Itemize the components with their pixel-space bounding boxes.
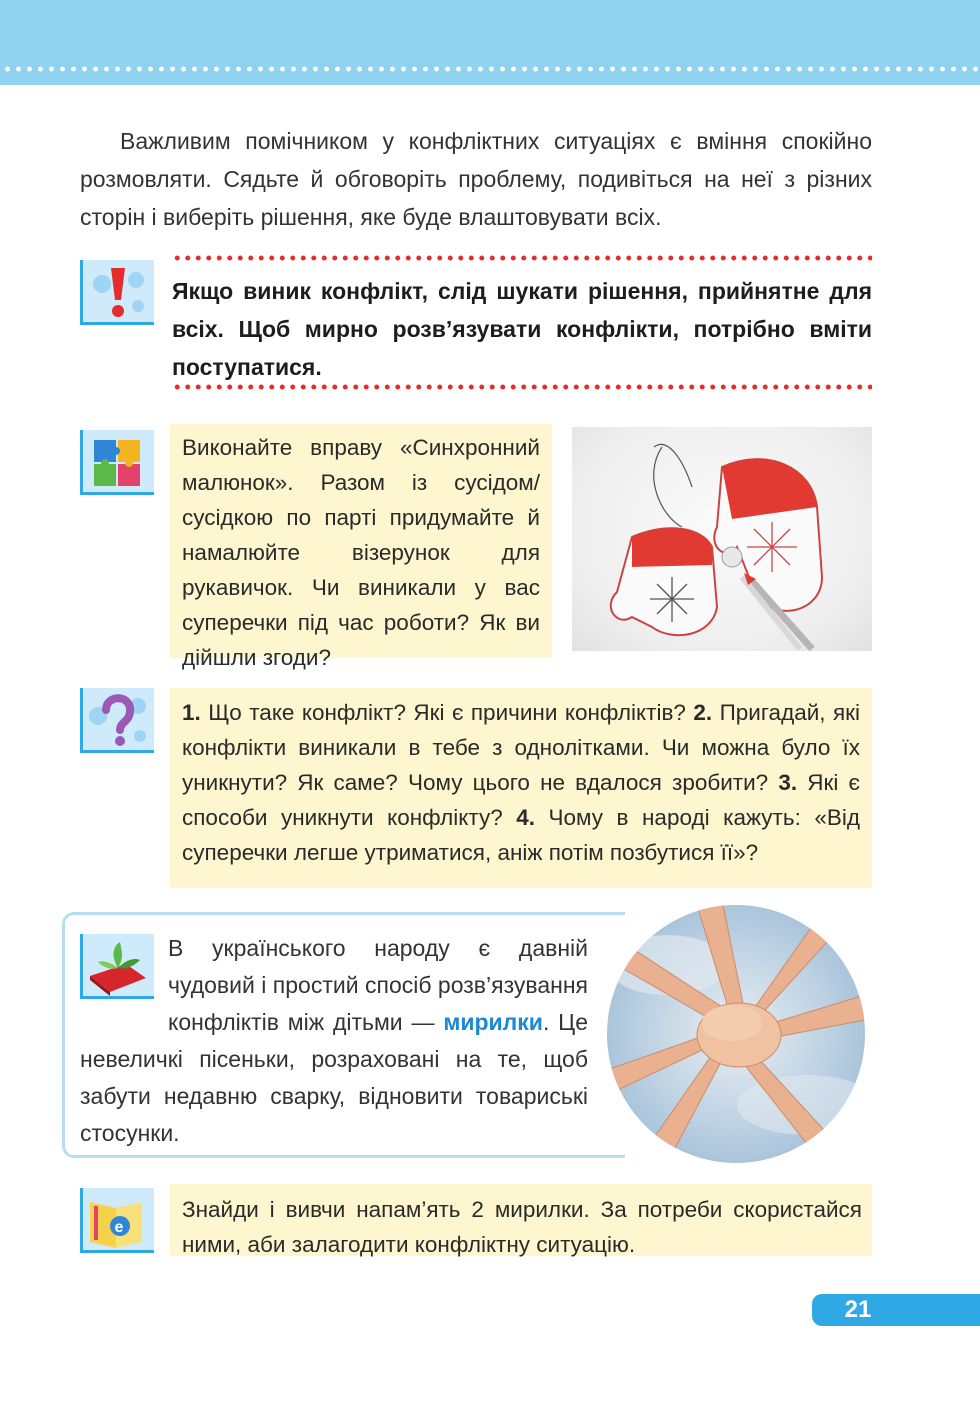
exclamation-icon <box>80 258 154 326</box>
question-number: 3. <box>778 770 798 795</box>
puzzle-icon <box>80 428 154 496</box>
page-number: 21 <box>844 1296 872 1323</box>
question-number: 2. <box>693 700 713 725</box>
header-dotted-line <box>0 62 980 76</box>
question-icon <box>80 686 154 754</box>
intro-paragraph: Важливим помічником у конфліктних ситуаціях є вміння спокійно розмовляти. Сядьте й обговоріть проблему, подивіться на неї з різних сторін і виберіть рішення, яке буде влаштовувати всіх. <box>80 128 872 230</box>
mittens-drawing-photo <box>572 427 872 651</box>
question-number: 1. <box>182 700 201 725</box>
rule-bottom-dotted-divider <box>172 382 872 392</box>
question-text: Що таке конфлікт? Які є причини конфліктів? <box>200 700 694 725</box>
svg-text:e: e <box>114 1219 124 1236</box>
questions-text <box>182 695 860 870</box>
question-text: Які є способи уникнути конфлікту? <box>182 770 861 830</box>
exercise-text: Виконайте вправу «Синхронний малюнок». Разом із сусідом/сусідкою по парті придумайте й намалюйте візерунок для рукавичок. Чи виникали у вас суперечки під час роботи? Як ви дійшли згоди? <box>182 435 540 670</box>
page-number-tab <box>812 1294 980 1326</box>
question-text: Пригадай, які конфлікти виникали в тебе з однолітками. Чи можна було їх уникнути? Як саме? Чому цього не вдалося зробити? <box>182 700 860 795</box>
highlight-term: мирилки <box>443 1009 543 1035</box>
rule-text: Якщо виник конфлікт, слід шукати рішення, прийнятне для всіх. Щоб мирно розв’язувати конфлікти, потрібно вміти поступатися. <box>172 278 872 380</box>
info-text <box>80 930 588 1152</box>
book-e-icon <box>80 1186 154 1254</box>
question-text: Чому в народі кажуть: «Від суперечки легше утриматися, аніж потім позбутися її»? <box>182 805 860 865</box>
task-text: Знайди і вивчи напам’ять 2 мирилки. За потреби скористайся ними, аби залагодити конфліктну ситуацію. <box>182 1197 862 1257</box>
question-number: 4. <box>516 805 535 830</box>
info-text-part: . Це невеличкі пісеньки, розраховані на те, щоб забути недавню сварку, відновити товариські стосунки. <box>80 1009 588 1146</box>
rule-top-dotted-divider <box>172 253 872 263</box>
hands-together-photo <box>607 905 865 1163</box>
info-text-part: В українського народу є давній чудовий і простий спосіб розв’язування конфліктів між дітьми — <box>168 935 588 1035</box>
